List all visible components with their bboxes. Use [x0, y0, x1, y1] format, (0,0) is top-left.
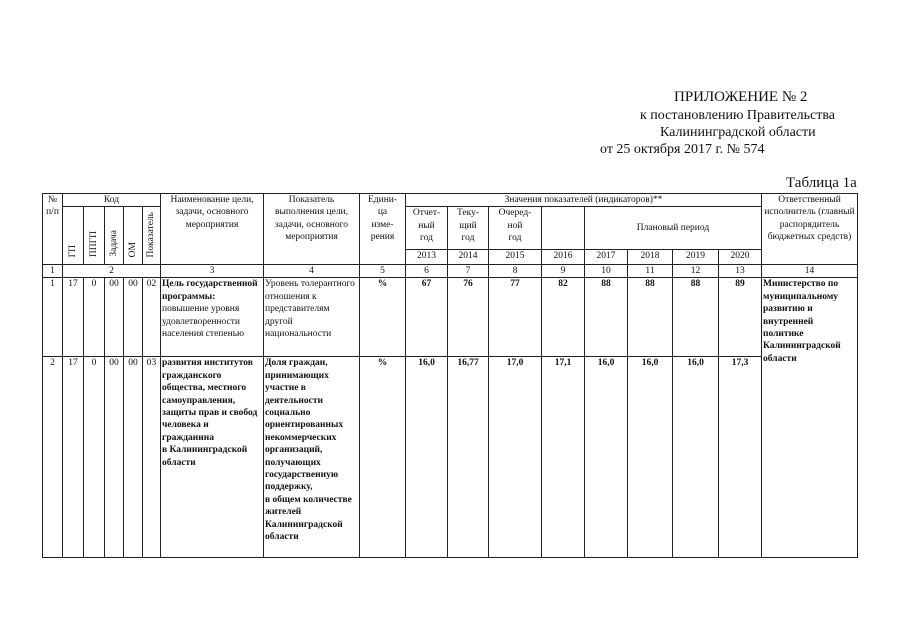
indicators-table: [42, 193, 858, 558]
column-number: 10: [585, 265, 628, 278]
table-row: [43, 278, 858, 357]
code-om: 00: [124, 278, 143, 357]
indicator-name: Уровень толерантного отношения к представителям другой национальности: [264, 278, 360, 357]
year-cell: 2015: [489, 250, 542, 265]
value-cell: 88: [673, 278, 719, 357]
header-line-resolution: к постановлению Правительства: [640, 108, 836, 123]
code-task-header: Задача: [105, 207, 124, 265]
code-indicator: 03: [143, 357, 161, 558]
responsible-executor: Министерство по муниципальному развитию и внутренней политике Калининградской области: [762, 278, 858, 558]
value-cell: 17,0: [489, 357, 542, 558]
year-cell: 2017: [585, 250, 628, 265]
value-cell: 16,0: [406, 357, 448, 558]
table-row: [43, 357, 858, 558]
column-number: 2: [63, 265, 161, 278]
value-cell: 16,0: [585, 357, 628, 558]
year-cell: 2016: [542, 250, 585, 265]
value-cell: 76: [448, 278, 489, 357]
unit: %: [360, 357, 406, 558]
spacer-2016: [542, 207, 585, 250]
value-cell: 89: [719, 278, 762, 357]
col-executor-header: Ответственный исполнитель (главный распорядитель бюджетных средств): [762, 194, 858, 265]
code-indicator: 02: [143, 278, 161, 357]
goal-name-bold: Цель государственной программы:: [162, 279, 258, 302]
column-number: 12: [673, 265, 719, 278]
code-ppgp: 0: [84, 357, 105, 558]
code-task: 00: [105, 357, 124, 558]
col-name-header: Наименование цели, задачи, основного мероприятия: [161, 194, 264, 265]
value-cell: 82: [542, 278, 585, 357]
column-number: 13: [719, 265, 762, 278]
header-line-date: от 25 октября 2017 г. № 574: [600, 142, 765, 157]
indicator-name: Доля граждан, принимающих участие в деятельности социально ориентированных некоммерческих организаций, получающих государственную поддержку, в общем количестве жителей Калининградской области: [264, 357, 360, 558]
col-values-header: Значения показателей (индикаторов)**: [406, 194, 762, 207]
col-code-header: Код: [63, 194, 161, 207]
code-om-header: ОМ: [124, 207, 143, 265]
column-number: 8: [489, 265, 542, 278]
code-task: 00: [105, 278, 124, 357]
value-cell: 17,1: [542, 357, 585, 558]
value-cell: 67: [406, 278, 448, 357]
report-year-header: Отчет- ный год: [406, 207, 448, 250]
value-cell: 88: [585, 278, 628, 357]
year-cell: 2014: [448, 250, 489, 265]
value-cell: 17,3: [719, 357, 762, 558]
col-indicator-header: Показатель выполнения цели, задачи, основного мероприятия: [264, 194, 360, 265]
value-cell: 88: [628, 278, 673, 357]
next-year-header: Очеред- ной год: [489, 207, 542, 250]
year-cell: 2019: [673, 250, 719, 265]
column-number: 14: [762, 265, 858, 278]
code-gp: 17: [63, 278, 84, 357]
row-number: 2: [43, 357, 63, 558]
column-number: 5: [360, 265, 406, 278]
code-gp-header: ГП: [63, 207, 84, 265]
column-number-row: [43, 265, 858, 278]
code-indicator-header: Показатель: [143, 207, 161, 265]
value-cell: 16,0: [673, 357, 719, 558]
value-cell: 16,0: [628, 357, 673, 558]
header-line-region: Калининградской области: [660, 125, 816, 140]
year-cell: 2013: [406, 250, 448, 265]
column-number: 1: [43, 265, 63, 278]
goal-name-text: повышение уровня удовлетворенности населения степенью: [162, 304, 245, 340]
code-ppgp: 0: [84, 278, 105, 357]
value-cell: 77: [489, 278, 542, 357]
value-cell: 16,77: [448, 357, 489, 558]
column-number: 9: [542, 265, 585, 278]
column-number: 7: [448, 265, 489, 278]
goal-name: развития институтов гражданского общества, местного самоуправления, защиты прав и свобод человека и гражданина в Калининградской области: [161, 357, 264, 558]
appendix-title: ПРИЛОЖЕНИЕ № 2: [674, 89, 808, 105]
column-number: 3: [161, 265, 264, 278]
col-unit-header: Едини- ца изме- рения: [360, 194, 406, 265]
code-ppgp-header: ППГП: [84, 207, 105, 265]
code-gp: 17: [63, 357, 84, 558]
year-cell: 2020: [719, 250, 762, 265]
column-number: 4: [264, 265, 360, 278]
current-year-header: Теку- щий год: [448, 207, 489, 250]
code-om: 00: [124, 357, 143, 558]
row-number: 1: [43, 278, 63, 357]
header-row-1: [43, 194, 858, 207]
col-number-header: № п/п: [43, 194, 63, 265]
year-cell: 2018: [628, 250, 673, 265]
column-number: 6: [406, 265, 448, 278]
column-number: 11: [628, 265, 673, 278]
table-label: Таблица 1а: [786, 175, 857, 191]
goal-name: [161, 278, 264, 357]
planned-period-header: Плановый период: [585, 207, 762, 250]
unit: %: [360, 278, 406, 357]
